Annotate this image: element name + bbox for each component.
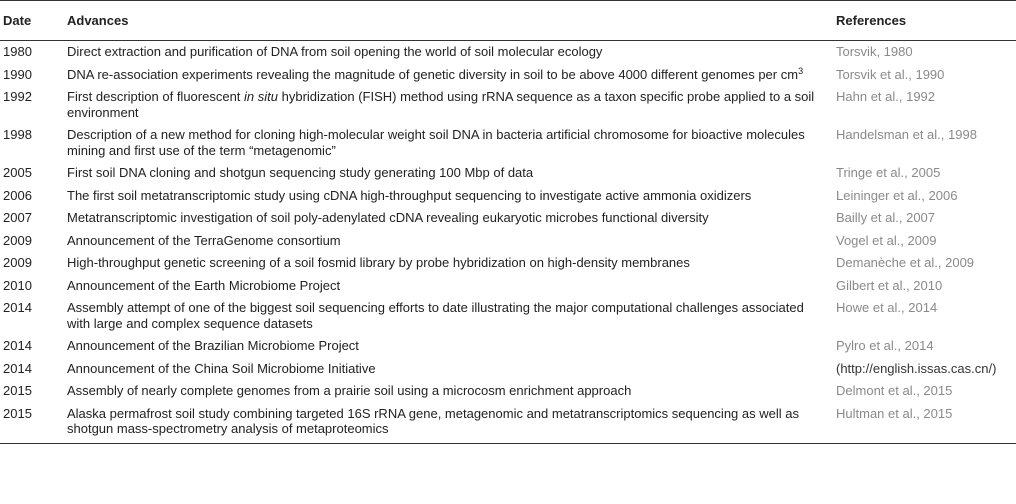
row-advance: Direct extraction and purification of DNA from soil opening the world of soil molecular ecology <box>67 44 603 59</box>
row-reference[interactable]: Bailly et al., 2007 <box>836 210 936 225</box>
row-reference[interactable]: Delmont et al., 2015 <box>836 383 953 398</box>
header-advances: Advances <box>62 1 833 41</box>
row-reference[interactable]: Leininger et al., 2006 <box>836 187 958 203</box>
row-date: 1998 <box>3 127 32 142</box>
table-row <box>0 162 1016 185</box>
superscript: 3 <box>798 65 804 76</box>
row-advance: Announcement of the Earth Microbiome Project <box>67 277 341 293</box>
row-advance: Announcement of the China Soil Microbiome Initiative <box>67 360 376 376</box>
advance-text: DNA re-association experiments revealing the magnitude of genetic diversity in soil to be above 4000 different genomes per cm <box>67 66 799 82</box>
row-date: 2014 <box>3 300 32 315</box>
row-reference[interactable]: Vogel et al., 2009 <box>836 232 937 248</box>
row-date: 1992 <box>3 89 32 104</box>
table-row <box>0 86 1016 124</box>
table-row <box>0 230 1016 253</box>
row-reference[interactable]: Handelsman et al., 1998 <box>836 127 977 142</box>
row-reference[interactable]: Demanèche et al., 2009 <box>836 255 975 270</box>
row-advance: Announcement of the Brazilian Microbiome Project <box>67 338 359 353</box>
row-date: 2005 <box>3 165 32 180</box>
row-advance: First soil DNA cloning and shotgun sequencing study generating 100 Mbp of data <box>67 165 534 180</box>
table-row <box>0 275 1016 298</box>
row-reference[interactable]: Torsvik et al., 1990 <box>836 66 945 82</box>
row-advance: Announcement of the TerraGenome consortium <box>67 232 341 248</box>
row-date: 2009 <box>3 232 32 248</box>
row-advance: High-throughput genetic screening of a soil fosmid library by probe hybridization on high-density membranes <box>67 255 690 270</box>
row-advance: Description of a new method for cloning high-molecular weight soil DNA in bacteria artificial chromosome for bioactive molecules mining and first use of the term “metagenomic” <box>67 127 805 158</box>
row-reference[interactable]: Torsvik, 1980 <box>836 44 913 59</box>
row-date: 2015 <box>3 383 32 398</box>
row-reference[interactable]: Howe et al., 2014 <box>836 300 938 315</box>
table-header-row <box>0 1 1016 41</box>
row-advance: The first soil metatranscriptomic study using cDNA high-throughput sequencing to investigate active ammonia oxidizers <box>67 187 752 203</box>
row-advance: Metatranscriptomic investigation of soil poly-adenylated cDNA revealing eukaryotic microbes functional diversity <box>67 210 709 225</box>
row-date: 1980 <box>3 44 32 59</box>
row-reference[interactable]: Hahn et al., 1992 <box>836 89 936 104</box>
advance-text: First description of fluorescent <box>67 89 245 104</box>
table-row <box>0 207 1016 230</box>
row-date: 2014 <box>3 338 32 353</box>
row-date: 2015 <box>0 403 62 444</box>
row-advance: Alaska permafrost soil study combining targeted 16S rRNA gene, metagenomic and metatranscriptomics sequencing as well as shotgun mass-spectrometry analysis of metaproteomics <box>62 403 833 444</box>
advance-text: hybridization (FISH) method using rRNA sequence as a taxon specific probe applied to a soil environment <box>67 89 815 120</box>
row-date: 2014 <box>3 360 32 376</box>
row-advance: Assembly of nearly complete genomes from a prairie soil using a microcosm enrichment approach <box>67 383 632 398</box>
table-row <box>0 41 1016 64</box>
table-row <box>0 124 1016 162</box>
header-date: Date <box>0 1 62 41</box>
table-row <box>0 252 1016 275</box>
row-reference[interactable]: Hultman et al., 2015 <box>833 403 1016 444</box>
row-date: 2009 <box>3 255 32 270</box>
header-references: References <box>833 1 1016 41</box>
table-row <box>0 335 1016 358</box>
row-reference[interactable]: Tringe et al., 2005 <box>836 165 941 180</box>
row-advance <box>62 86 833 124</box>
row-date: 2006 <box>3 187 32 203</box>
italic-term: in situ <box>244 89 278 104</box>
row-reference[interactable]: Pylro et al., 2014 <box>836 338 934 353</box>
table-row <box>0 297 1016 335</box>
table-row <box>0 403 1016 444</box>
row-date: 2010 <box>3 277 32 293</box>
table-row <box>0 64 1016 87</box>
row-reference-url[interactable]: (http://english.issas.cas.cn/) <box>836 360 997 376</box>
table-row <box>0 358 1016 381</box>
row-reference[interactable]: Gilbert et al., 2010 <box>836 277 943 293</box>
row-date: 1990 <box>3 66 32 82</box>
row-date: 2007 <box>3 210 32 225</box>
table-row <box>0 380 1016 403</box>
table-row <box>0 185 1016 208</box>
row-advance: Assembly attempt of one of the biggest soil sequencing efforts to date illustrating the major computational challenges associated with large and complex sequence datasets <box>67 300 804 331</box>
row-advance <box>62 64 833 87</box>
